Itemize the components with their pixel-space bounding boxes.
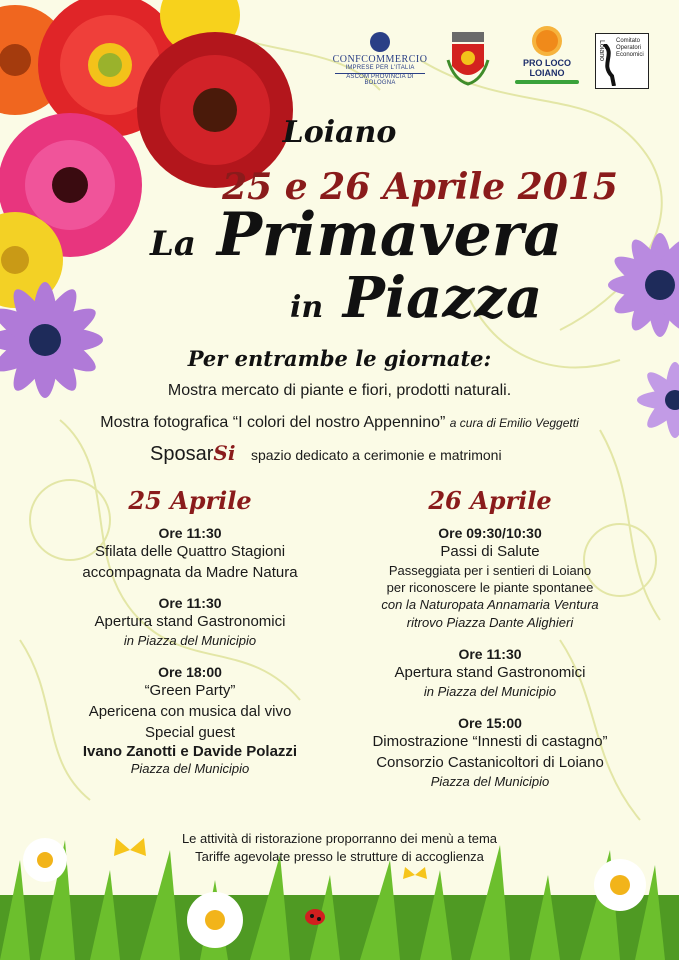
confcommercio-name: CONFCOMMERCIO: [332, 54, 428, 65]
confcommercio-tagline: IMPRESE PER L'ITALIA: [345, 65, 415, 71]
pro-loco-line1: PRO LOCO: [522, 58, 571, 68]
day1-event2-place: in Piazza del Municipio: [123, 633, 257, 648]
day2-event3-line2: Consorzio Castanicoltori di Loiano: [376, 754, 604, 771]
sposarsi-line: [150, 441, 570, 466]
day1-event1-time: Ore 11:30: [158, 525, 222, 541]
sun-icon: [536, 30, 558, 52]
day2-event1-line5: ritrovo Piazza Dante Alighieri: [406, 615, 574, 630]
comitato-line1: Comitato: [616, 38, 641, 44]
day2-column: [340, 486, 640, 791]
event-title-line2: [290, 265, 590, 331]
title-piazza: Piazza: [342, 265, 543, 331]
comitato-logo: [595, 33, 649, 89]
day1-event3-time: Ore 18:00: [158, 664, 222, 680]
title-la: La: [150, 224, 196, 264]
title-in: in: [290, 290, 324, 325]
comitato-line2: Operatori: [616, 45, 642, 51]
comitato-line3: Economici: [616, 52, 644, 58]
town-title: Loiano: [282, 115, 397, 150]
day2-event1-line3: per riconoscere le piante spontanee: [386, 580, 594, 595]
day2-event1-time: Ore 09:30/10:30: [438, 525, 542, 541]
day1-heading: 25 Aprile: [128, 486, 252, 515]
day1-event1-line1: Sfilata delle Quattro Stagioni: [94, 543, 286, 560]
globe-icon: [370, 32, 390, 52]
intro-line-market: Mostra mercato di piante e fiori, prodotti naturali.: [167, 382, 512, 399]
day1-event3-line1: “Green Party”: [144, 682, 236, 699]
day2-event1-line2: Passeggiata per i sentieri di Loiano: [388, 563, 592, 578]
day1-column: [40, 486, 340, 778]
day2-event1-line1: Passi di Salute: [440, 543, 540, 560]
day1-event1-line2: accompagnata da Madre Natura: [82, 564, 298, 581]
footer-line2: Tariffe agevolate presso le strutture di accoglienza: [195, 849, 484, 864]
photo-exhibit-text: Mostra fotografica “I colori del nostro Appennino”: [100, 414, 446, 431]
day2-event2-time: Ore 11:30: [458, 646, 522, 662]
day2-heading: 26 Aprile: [428, 486, 552, 515]
pro-loco-logo: [515, 30, 579, 84]
photo-exhibit-credit: a cura di Emilio Veggetti: [449, 416, 579, 430]
sposarsi-description: spazio dedicato a cerimonie e matrimoni: [250, 447, 502, 463]
event-title-line1: [150, 200, 570, 270]
purple-daisy-illustration: [580, 215, 679, 445]
day1-event3-place: Piazza del Municipio: [130, 761, 250, 776]
both-days-heading: Per entrambe le giornate:: [187, 346, 492, 371]
day2-event3-line1: Dimostrazione “Innesti di castagno”: [372, 733, 608, 750]
day2-event2-place: in Piazza del Municipio: [423, 684, 557, 699]
event-date: 25 e 26 Aprile 2015: [222, 166, 618, 208]
day1-event2-time: Ore 11:30: [158, 595, 222, 611]
sposarsi-prefix: Sposar: [150, 443, 214, 465]
sposarsi-suffix: Si: [213, 441, 236, 465]
comitato-vertical-text: Loiano: [598, 40, 605, 62]
title-primavera: Primavera: [216, 200, 563, 270]
footer-notes: [0, 830, 679, 866]
day1-event3-guests: Ivano Zanotti e Davide Polazzi: [82, 743, 298, 760]
day1-event3-line3: Special guest: [144, 724, 236, 741]
day2-event3-time: Ore 15:00: [458, 715, 522, 731]
day2-event3-place: Piazza del Municipio: [430, 774, 550, 789]
confcommercio-province: ASCOM PROVINCIA DI BOLOGNA: [346, 74, 414, 86]
pro-loco-line2: LOIANO: [529, 68, 565, 78]
intro-line-photo: [0, 414, 679, 432]
coat-of-arms-icon: [446, 30, 490, 86]
confcommercio-logo: [330, 32, 430, 86]
day2-event1-line4: con la Naturopata Annamaria Ventura: [381, 597, 599, 612]
day1-event3-line2: Apericena con musica dal vivo: [88, 703, 292, 720]
day2-event2-line1: Apertura stand Gastronomici: [394, 664, 586, 681]
day1-event2-line1: Apertura stand Gastronomici: [94, 613, 286, 630]
footer-line1: Le attività di ristorazione proporranno dei menù a tema: [181, 831, 498, 846]
